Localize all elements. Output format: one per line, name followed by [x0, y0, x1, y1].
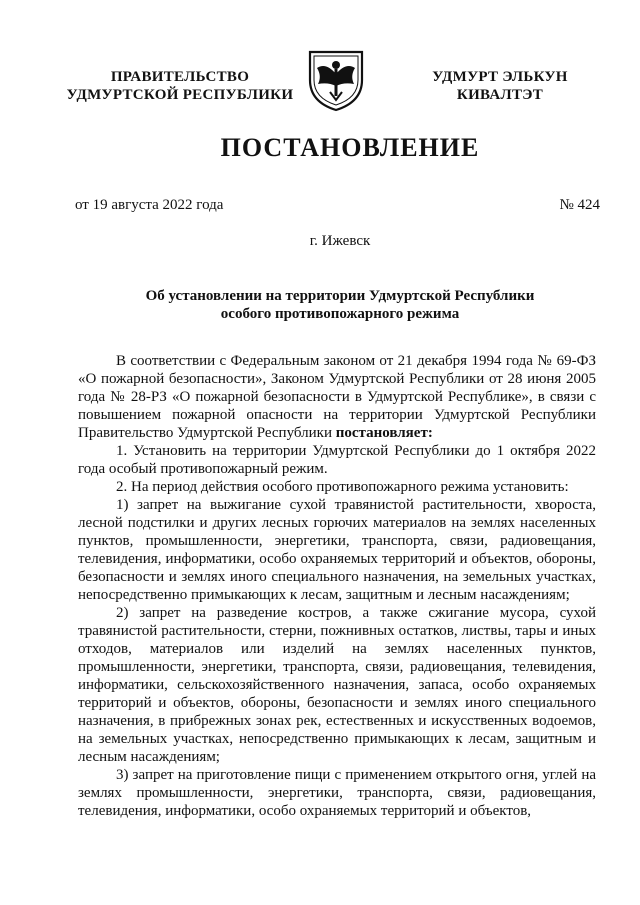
clause-2-item-1: 1) запрет на выжигание сухой травянистой растительности, хвороста, лесной подстилки и других лесных горючих материалов на землях населенных пунктов, промышленности, энергетики, транспорта, связи, радиовещания, телевидения, информатики, особо охраняемых территорий и объектов, обороны, безопасности и землях иного специального назначения, на земельных участках, непосредственно примыкающих к лесам, защитным и лесным насаждениям; [78, 497, 596, 603]
clause-1: 1. Установить на территории Удмуртской Республики до 1 октября 2022 года особый противопожарный режим. [78, 443, 596, 477]
resolves-colon: : [427, 425, 433, 441]
government-name-line-2: УДМУРТСКОЙ РЕСПУБЛИКИ [66, 87, 294, 103]
government-name-line-1: ПРАВИТЕЛЬСТВО [110, 69, 250, 85]
document-city: г. Ижевск [309, 233, 371, 249]
government-name-russian [60, 68, 300, 104]
preamble-paragraph [78, 352, 596, 442]
subject-line-2: особого противопожарного режима [220, 306, 460, 322]
government-name-udmurt [395, 68, 605, 104]
resolves-keyword: постановляет [335, 425, 428, 441]
government-name-udmurt-line-1: УДМУРТ ЭЛЬКУН [432, 69, 568, 85]
government-name-udmurt-line-2: КИВАЛТЭТ [456, 87, 544, 103]
subject-line-1: Об установлении на территории Удмуртской Республики [145, 288, 535, 304]
clause-2-item-2: 2) запрет на разведение костров, а также сжигание мусора, сухой травянистой растительности, стерни, пожнивных остатков, листвы, тары и иных отходов, материалов или изделий на землях населенных пунктов, промышленности, энергетики, транспорта, связи, радиовещания, телевидения, информатики, сельскохозяйственного назначения, запаса, особо охраняемых территорий и объектов, обороны, безопасности и землях иного специального назначения, в прибрежных зонах рек, естественных и искусственных водоемов, на земельных участках, непосредственно примыкающих к лесам, защитным и лесным насаждениям; [78, 605, 596, 765]
document-type-title: ПОСТАНОВЛЕНИЕ [220, 133, 480, 162]
document-subject [0, 287, 640, 323]
document-number: № 424 [559, 197, 600, 213]
udmurt-coat-of-arms-icon [306, 46, 366, 112]
preamble-text: В соответствии с Федеральным законом от 21 декабря 1994 года № 69-ФЗ «О пожарной безопасности», Законом Удмуртской Республики от 28 июня 2005 года № 28-РЗ «О пожарной безопасности в Удмуртской Республике», в связи с повышением пожарной опасности на территории Удмуртской Республики Правительство Удмуртской Республики [78, 353, 596, 441]
document-date: от 19 августа 2022 года [75, 197, 224, 213]
clause-2: 2. На период действия особого противопожарного режима установить: [116, 479, 569, 495]
document-body [78, 352, 596, 820]
clause-2-item-3: 3) запрет на приготовление пищи с применением открытого огня, углей на землях промышленности, энергетики, транспорта, связи, радиовещания, телевидения, информатики, особо охраняемых территорий и объектов, [78, 767, 596, 819]
